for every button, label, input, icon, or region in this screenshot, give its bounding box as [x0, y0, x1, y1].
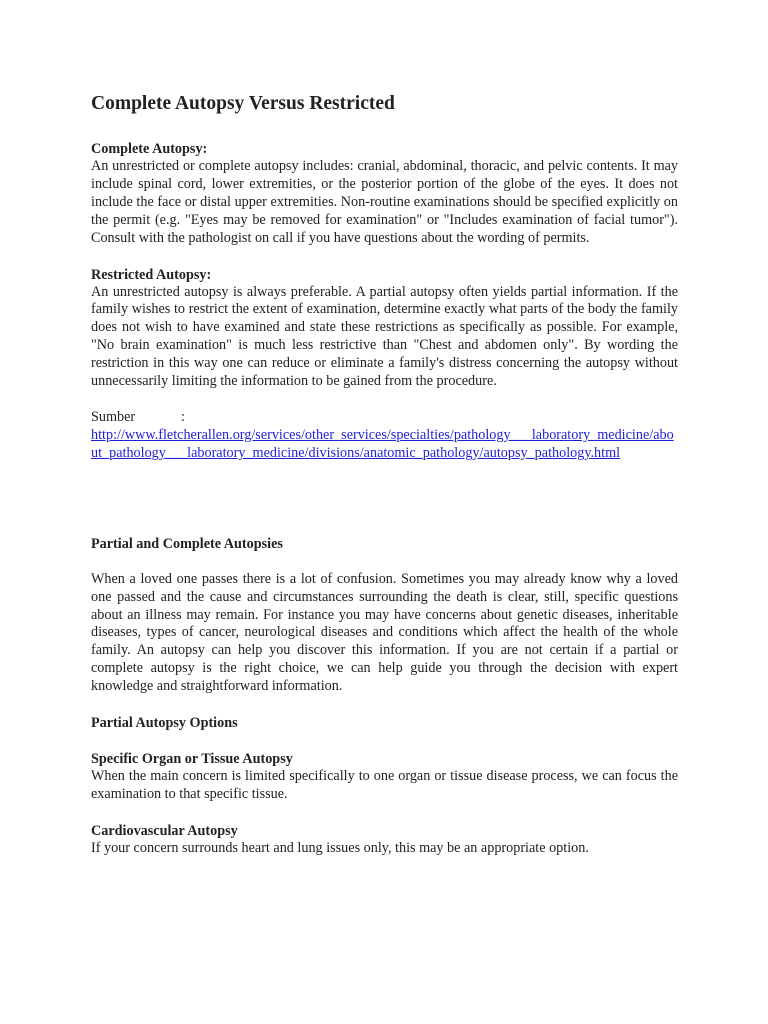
specific-organ-heading: Specific Organ or Tissue Autopsy	[91, 751, 293, 768]
spacer	[91, 463, 678, 535]
spacer	[91, 248, 678, 266]
partial-complete-body: When a loved one passes there is a lot of confusion. Sometimes you may already know why a loved one passed and the cause and circumstances surrounding the death is clear, still, specific questions about an illness may remain. For instance you may have concerns about genetic diseases, inheritable diseases, types of cancer, neurological diseases and conditions which affect the health of the whole family. An autopsy can help you discover this information. If you are not certain if a partial or complete autopsy is the right choice, we can help guide you through the decision with expert knowledge and straightforward information.	[91, 570, 678, 695]
source-row	[91, 409, 678, 427]
spacer	[91, 553, 678, 571]
specific-organ-body: When the main concern is limited specifically to one organ or tissue disease process, we can focus the examination to that specific tissue.	[91, 768, 678, 802]
source-separator: :	[181, 408, 185, 425]
source-link[interactable]: http://www.fletcherallen.org/services/other_services/specialties/pathology___laboratory_medicine/about_pathology___laboratory_medicine/divisions/anatomic_pathology/autopsy_pathology.html	[91, 426, 674, 461]
spacer	[91, 804, 678, 822]
spacer	[91, 696, 678, 714]
spacer	[91, 391, 678, 409]
partial-complete-heading: Partial and Complete Autopsies	[91, 535, 283, 552]
partial-options-heading: Partial Autopsy Options	[91, 715, 238, 732]
restricted-autopsy-body: An unrestricted autopsy is always preferable. A partial autopsy often yields partial information. If the family wishes to restrict the extent of examination, determine exactly what parts of the body the family does not wish to have examined and state these restrictions as specifically as possible. For example, "No brain examination" is much less restrictive than "Chest and abdomen only". By wording the restriction in this way one can reduce or eliminate a family's distress concerning the autopsy without unnecessarily limiting the information to be gained from the procedure.	[91, 283, 678, 390]
complete-autopsy-body: An unrestricted or complete autopsy includes: cranial, abdominal, thoracic, and pelvic contents. It may include spinal cord, lower extremities, or the posterior portion of the globe of the eyes. It does not include the face or distal upper extremities. Non-routine examinations should be specified explicitly on the permit (e.g. "Eyes may be removed for examination" or "Includes examination of facial tumor"). Consult with the pathologist on call if you have questions about the wording of permits.	[91, 158, 678, 246]
spacer	[91, 732, 678, 750]
complete-autopsy-heading: Complete Autopsy:	[91, 141, 208, 157]
restricted-autopsy-heading: Restricted Autopsy:	[91, 266, 212, 283]
cardiovascular-heading: Cardiovascular Autopsy	[91, 822, 238, 839]
document-title: Complete Autopsy Versus Restricted	[91, 93, 395, 114]
source-label: Sumber	[91, 408, 136, 425]
document-page	[91, 92, 678, 858]
cardiovascular-body: If your concern surrounds heart and lung issues only, this may be an appropriate option.	[91, 839, 589, 856]
